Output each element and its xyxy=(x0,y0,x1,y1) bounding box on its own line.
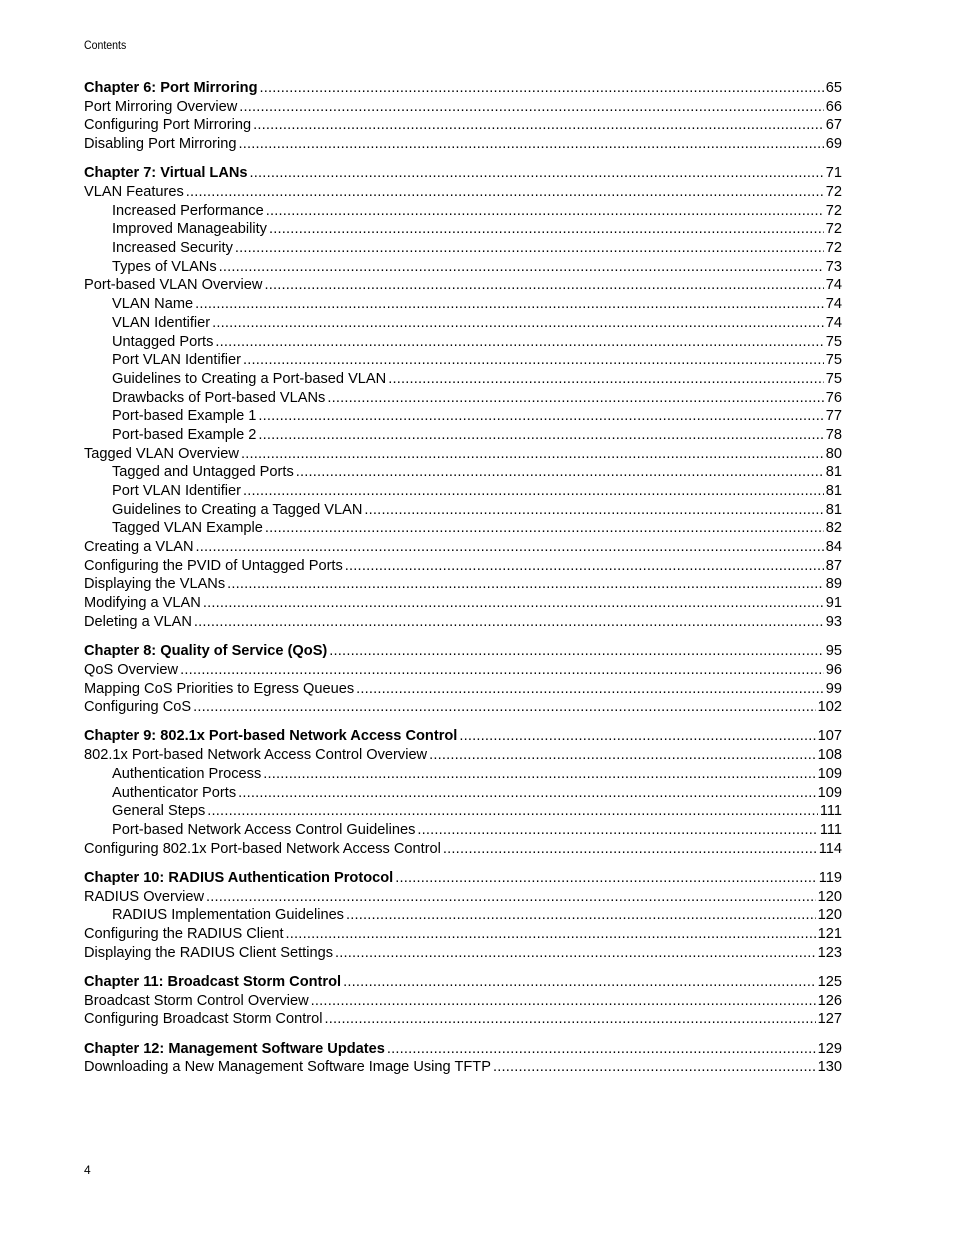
toc-entry-page: 73 xyxy=(825,258,842,275)
toc-entry-page: 102 xyxy=(817,699,842,716)
toc-entry-title: Tagged VLAN Example xyxy=(112,520,263,537)
toc-entry-title: Chapter 12: Management Software Updates xyxy=(84,1040,385,1057)
toc-entry[interactable] xyxy=(84,575,842,594)
toc-chapter-entry[interactable] xyxy=(84,642,842,661)
dot-leader xyxy=(253,116,824,135)
dot-leader xyxy=(238,135,823,154)
toc-entry[interactable] xyxy=(84,992,842,1011)
toc-entry[interactable] xyxy=(84,501,842,520)
toc-entry[interactable] xyxy=(84,389,842,408)
toc-entry-page: 74 xyxy=(825,296,842,313)
toc-entry-page: 87 xyxy=(825,557,842,574)
toc-entry-page: 127 xyxy=(817,1011,842,1028)
dot-leader xyxy=(493,1058,816,1077)
dot-leader xyxy=(311,992,816,1011)
toc-entry-title: Guidelines to Creating a Tagged VLAN xyxy=(112,501,363,518)
toc-entry-page: 74 xyxy=(825,277,842,294)
toc-entry-title: Port VLAN Identifier xyxy=(112,352,241,369)
toc-entry-title: VLAN Identifier xyxy=(112,314,211,331)
toc-chapter-entry[interactable] xyxy=(84,973,842,992)
toc-entry-title: Configuring 802.1x Port-based Network Access Control xyxy=(84,840,441,857)
toc-entry-page: 75 xyxy=(825,370,842,387)
toc-entry-title: Port-based Example 1 xyxy=(112,408,257,425)
dot-leader xyxy=(235,239,824,258)
toc-entry-page: 107 xyxy=(817,728,842,745)
dot-leader xyxy=(329,642,823,661)
toc-entry-title: Increased Security xyxy=(112,240,233,257)
toc-entry[interactable] xyxy=(84,594,842,613)
toc-entry-title: Types of VLANs xyxy=(112,258,217,275)
toc-entry-title: RADIUS Overview xyxy=(84,888,205,905)
toc-entry-page: 129 xyxy=(817,1040,842,1057)
dot-leader xyxy=(194,613,824,632)
toc-entry-page: 99 xyxy=(825,680,842,697)
dot-leader xyxy=(443,840,817,859)
page-number: 4 xyxy=(84,1163,91,1177)
toc-entry-title: Mapping CoS Priorities to Egress Queues xyxy=(84,680,355,697)
toc-entry-page: 67 xyxy=(825,117,842,134)
toc-entry[interactable] xyxy=(84,482,842,501)
toc-entry-title: Creating a VLAN xyxy=(84,539,194,556)
dot-leader xyxy=(207,802,818,821)
toc-entry-title: Chapter 10: RADIUS Authentication Protocol xyxy=(84,869,394,886)
toc-entry-page: 75 xyxy=(825,352,842,369)
dot-leader xyxy=(263,765,815,784)
dot-leader xyxy=(269,220,824,239)
toc-entry-title: Configuring the RADIUS Client xyxy=(84,925,284,942)
dot-leader xyxy=(264,276,823,295)
toc-entry-title: Configuring the PVID of Untagged Ports xyxy=(84,557,343,574)
toc-entry-page: 75 xyxy=(825,333,842,350)
toc-entry-title: 802.1x Port-based Network Access Control Overview xyxy=(84,747,428,764)
toc-entry-page: 108 xyxy=(817,747,842,764)
toc-chapter-group xyxy=(84,79,842,154)
toc-entry-page: 76 xyxy=(825,389,842,406)
toc-entry-title: Configuring CoS xyxy=(84,699,192,716)
toc-entry[interactable] xyxy=(84,906,842,925)
toc-chapter-entry[interactable] xyxy=(84,79,842,98)
toc-entry-title: Deleting a VLAN xyxy=(84,613,192,630)
toc-entry[interactable] xyxy=(84,276,842,295)
toc-entry[interactable] xyxy=(84,295,842,314)
toc-entry-page: 111 xyxy=(819,803,842,820)
dot-leader xyxy=(296,463,824,482)
dot-leader xyxy=(387,1040,816,1059)
toc-entry[interactable] xyxy=(84,1010,842,1029)
toc-entry-title: Port Mirroring Overview xyxy=(84,98,238,115)
toc-entry-page: 66 xyxy=(825,98,842,115)
dot-leader xyxy=(388,370,824,389)
toc-entry[interactable] xyxy=(84,258,842,277)
dot-leader xyxy=(243,351,824,370)
toc-entry-title: Modifying a VLAN xyxy=(84,595,201,612)
toc-entry-title: Chapter 8: Quality of Service (QoS) xyxy=(84,643,328,660)
toc-entry-title: General Steps xyxy=(112,803,206,820)
toc-entry[interactable] xyxy=(84,445,842,464)
toc-entry[interactable] xyxy=(84,840,842,859)
dot-leader xyxy=(286,925,816,944)
dot-leader xyxy=(196,538,824,557)
dot-leader xyxy=(206,888,816,907)
toc-entry-page: 91 xyxy=(825,595,842,612)
toc-entry[interactable] xyxy=(84,925,842,944)
dot-leader xyxy=(327,389,823,408)
toc-entry-page: 72 xyxy=(825,202,842,219)
toc-entry[interactable] xyxy=(84,519,842,538)
dot-leader xyxy=(343,973,816,992)
toc-entry[interactable] xyxy=(84,888,842,907)
toc-entry[interactable] xyxy=(84,314,842,333)
toc-entry[interactable] xyxy=(84,538,842,557)
toc-entry-page: 84 xyxy=(825,539,842,556)
toc-entry-title: Broadcast Storm Control Overview xyxy=(84,992,309,1009)
toc-entry-title: RADIUS Implementation Guidelines xyxy=(112,907,344,924)
dot-leader xyxy=(335,944,816,963)
toc-entry-title: Tagged VLAN Overview xyxy=(84,445,239,462)
toc-entry-title: Increased Performance xyxy=(112,202,264,219)
toc-entry-title: Authentication Process xyxy=(112,765,262,782)
toc-chapter-group xyxy=(84,164,842,631)
dot-leader xyxy=(395,869,817,888)
toc-entry-title: Chapter 9: 802.1x Port-based Network Access Control xyxy=(84,728,458,745)
dot-leader xyxy=(215,333,823,352)
toc-entry[interactable] xyxy=(84,680,842,699)
toc-entry[interactable] xyxy=(84,944,842,963)
toc-entry-page: 109 xyxy=(817,784,842,801)
toc-entry-page: 74 xyxy=(825,314,842,331)
toc-entry-page: 77 xyxy=(825,408,842,425)
toc-entry-page: 72 xyxy=(825,184,842,201)
toc-entry[interactable] xyxy=(84,220,842,239)
dot-leader xyxy=(243,482,824,501)
toc-entry[interactable] xyxy=(84,613,842,632)
toc-chapter-group xyxy=(84,869,842,962)
toc-entry-page: 82 xyxy=(825,520,842,537)
toc-chapter-entry[interactable] xyxy=(84,869,842,888)
toc-entry-title: Port-based VLAN Overview xyxy=(84,277,263,294)
toc-entry-title: Port-based Network Access Control Guidelines xyxy=(112,821,416,838)
toc-entry[interactable] xyxy=(84,370,842,389)
toc-entry-title: Chapter 11: Broadcast Storm Control xyxy=(84,973,342,990)
toc-entry-page: 120 xyxy=(817,888,842,905)
dot-leader xyxy=(260,79,824,98)
toc-entry-page: 69 xyxy=(825,136,842,153)
toc-entry-page: 126 xyxy=(817,992,842,1009)
dot-leader xyxy=(180,661,824,680)
toc-entry[interactable] xyxy=(84,557,842,576)
toc-entry-page: 81 xyxy=(825,501,842,518)
toc-entry-title: Guidelines to Creating a Port-based VLAN xyxy=(112,370,387,387)
table-of-contents xyxy=(84,79,842,1088)
dot-leader xyxy=(345,557,824,576)
toc-entry-page: 71 xyxy=(825,165,842,182)
toc-entry-title: Chapter 7: Virtual LANs xyxy=(84,165,248,182)
toc-chapter-entry[interactable] xyxy=(84,727,842,746)
toc-entry[interactable] xyxy=(84,1058,842,1077)
toc-entry[interactable] xyxy=(84,407,842,426)
toc-entry-title: Authenticator Ports xyxy=(112,784,237,801)
dot-leader xyxy=(258,426,823,445)
toc-entry[interactable] xyxy=(84,784,842,803)
toc-entry-page: 93 xyxy=(825,613,842,630)
dot-leader xyxy=(429,746,816,765)
toc-entry-title: Tagged and Untagged Ports xyxy=(112,464,294,481)
toc-entry-page: 111 xyxy=(819,821,842,838)
dot-leader xyxy=(186,183,824,202)
toc-chapter-entry[interactable] xyxy=(84,164,842,183)
toc-entry-title: Chapter 6: Port Mirroring xyxy=(84,80,258,96)
toc-entry[interactable] xyxy=(84,746,842,765)
dot-leader xyxy=(219,258,824,277)
toc-entry-page: 130 xyxy=(817,1059,842,1076)
toc-entry[interactable] xyxy=(84,698,842,717)
dot-leader xyxy=(239,98,824,117)
dot-leader xyxy=(346,906,816,925)
toc-entry-page: 109 xyxy=(817,765,842,782)
toc-entry-title: VLAN Name xyxy=(112,296,194,313)
toc-entry-title: Displaying the RADIUS Client Settings xyxy=(84,944,334,961)
toc-entry-title: Downloading a New Management Software Image Using TFTP xyxy=(84,1059,491,1076)
toc-entry-page: 96 xyxy=(825,661,842,678)
dot-leader xyxy=(258,407,823,426)
toc-entry-title: Displaying the VLANs xyxy=(84,576,226,593)
toc-entry-page: 125 xyxy=(817,973,842,990)
toc-entry[interactable] xyxy=(84,183,842,202)
toc-entry-title: VLAN Features xyxy=(84,184,184,201)
dot-leader xyxy=(265,519,824,538)
toc-entry-title: Configuring Broadcast Storm Control xyxy=(84,1011,323,1028)
toc-chapter-group xyxy=(84,727,842,858)
toc-entry-page: 81 xyxy=(825,483,842,500)
running-header-title: Contents xyxy=(84,38,127,52)
dot-leader xyxy=(364,501,823,520)
toc-entry[interactable] xyxy=(84,426,842,445)
dot-leader xyxy=(250,164,824,183)
toc-entry[interactable] xyxy=(84,351,842,370)
toc-entry-page: 72 xyxy=(825,240,842,257)
toc-entry[interactable] xyxy=(84,661,842,680)
toc-entry[interactable] xyxy=(84,98,842,117)
dot-leader xyxy=(241,445,824,464)
toc-entry-page: 119 xyxy=(818,869,842,886)
toc-entry-title: QoS Overview xyxy=(84,661,179,678)
toc-entry-page: 81 xyxy=(825,464,842,481)
toc-entry[interactable] xyxy=(84,202,842,221)
toc-entry-page: 123 xyxy=(817,944,842,961)
toc-chapter-group xyxy=(84,973,842,1029)
toc-entry[interactable] xyxy=(84,463,842,482)
toc-entry-title: Disabling Port Mirroring xyxy=(84,136,237,153)
dot-leader xyxy=(227,575,824,594)
dot-leader xyxy=(212,314,824,333)
toc-chapter-group xyxy=(84,1040,842,1077)
toc-entry[interactable] xyxy=(84,116,842,135)
toc-entry-page: 95 xyxy=(825,643,842,660)
dot-leader xyxy=(193,698,816,717)
toc-entry-page: 120 xyxy=(817,907,842,924)
dot-leader xyxy=(356,680,824,699)
toc-entry-page: 121 xyxy=(817,925,842,942)
toc-chapter-group xyxy=(84,642,842,717)
toc-entry-title: Untagged Ports xyxy=(112,333,214,350)
dot-leader xyxy=(459,727,815,746)
toc-entry-title: Port-based Example 2 xyxy=(112,426,257,443)
dot-leader xyxy=(417,821,817,840)
dot-leader xyxy=(324,1010,815,1029)
toc-entry-title: Configuring Port Mirroring xyxy=(84,117,252,134)
toc-entry-page: 114 xyxy=(818,840,842,857)
toc-entry[interactable] xyxy=(84,765,842,784)
dot-leader xyxy=(238,784,816,803)
toc-entry-page: 89 xyxy=(825,576,842,593)
toc-entry[interactable] xyxy=(84,333,842,352)
dot-leader xyxy=(195,295,824,314)
toc-entry-page: 65 xyxy=(825,80,842,96)
toc-entry-title: Drawbacks of Port-based VLANs xyxy=(112,389,326,406)
toc-chapter-entry[interactable] xyxy=(84,1040,842,1059)
toc-entry[interactable] xyxy=(84,821,842,840)
toc-entry[interactable] xyxy=(84,135,842,154)
toc-entry-page: 80 xyxy=(825,445,842,462)
toc-entry-page: 78 xyxy=(825,426,842,443)
dot-leader xyxy=(266,202,824,221)
toc-entry[interactable] xyxy=(84,802,842,821)
toc-entry[interactable] xyxy=(84,239,842,258)
toc-entry-title: Port VLAN Identifier xyxy=(112,483,241,500)
toc-entry-title: Improved Manageability xyxy=(112,221,267,238)
toc-entry-page: 72 xyxy=(825,221,842,238)
dot-leader xyxy=(203,594,824,613)
